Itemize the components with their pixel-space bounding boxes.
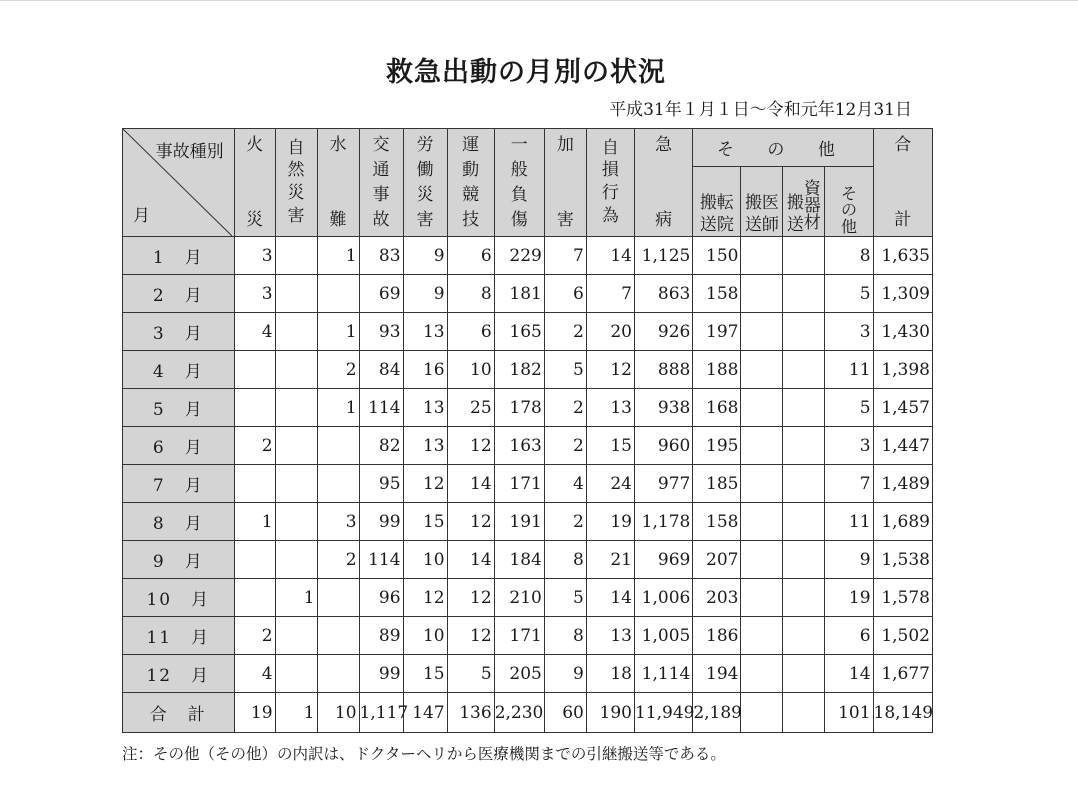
value-cell: 171 — [494, 617, 544, 655]
value-cell: 6 — [544, 275, 586, 313]
value-cell — [234, 579, 275, 617]
value-cell: 2,230 — [494, 693, 544, 733]
value-cell: 84 — [359, 351, 403, 389]
value-cell: 60 — [544, 693, 586, 733]
value-cell: 14 — [447, 541, 494, 579]
value-cell — [234, 541, 275, 579]
table-row — [123, 389, 933, 427]
value-cell: 190 — [586, 693, 634, 733]
value-cell — [783, 237, 825, 275]
value-cell: 186 — [693, 617, 741, 655]
value-cell — [783, 313, 825, 351]
value-cell: 15 — [403, 655, 447, 693]
value-cell: 3 — [317, 503, 359, 541]
value-cell — [783, 693, 825, 733]
value-cell: 2 — [544, 389, 586, 427]
value-cell: 8 — [825, 237, 873, 275]
value-cell: 178 — [494, 389, 544, 427]
value-cell: 1,635 — [873, 237, 932, 275]
table-body — [123, 237, 933, 733]
table-row — [123, 465, 933, 503]
value-cell: 4 — [544, 465, 586, 503]
value-cell: 938 — [634, 389, 692, 427]
value-cell — [317, 655, 359, 693]
value-cell: 14 — [447, 465, 494, 503]
value-cell: 89 — [359, 617, 403, 655]
value-cell: 1 — [317, 237, 359, 275]
value-cell — [317, 465, 359, 503]
value-cell: 4 — [234, 655, 275, 693]
value-cell — [783, 617, 825, 655]
value-cell — [234, 389, 275, 427]
value-cell: 11,949 — [634, 693, 692, 733]
value-cell — [783, 541, 825, 579]
value-cell: 21 — [586, 541, 634, 579]
table-row — [123, 541, 933, 579]
value-cell — [317, 579, 359, 617]
value-cell — [741, 541, 783, 579]
header-self-harm: 自 損 行 為 — [586, 129, 634, 237]
value-cell: 10 — [447, 351, 494, 389]
table-row — [123, 275, 933, 313]
value-cell: 1,398 — [873, 351, 932, 389]
table-row — [123, 237, 933, 275]
value-cell: 13 — [586, 617, 634, 655]
value-cell — [317, 275, 359, 313]
header-water: 水 難 — [317, 129, 359, 237]
value-cell: 195 — [693, 427, 741, 465]
value-cell: 16 — [403, 351, 447, 389]
value-cell: 12 — [447, 503, 494, 541]
value-cell: 19 — [825, 579, 873, 617]
value-cell: 1,457 — [873, 389, 932, 427]
value-cell: 1,538 — [873, 541, 932, 579]
value-cell: 69 — [359, 275, 403, 313]
value-cell: 182 — [494, 351, 544, 389]
value-cell — [741, 313, 783, 351]
value-cell: 101 — [825, 693, 873, 733]
header-illness: 急 病 — [634, 129, 692, 237]
value-cell: 6 — [447, 237, 494, 275]
month-cell: 11 月 — [123, 617, 235, 655]
value-cell: 19 — [234, 693, 275, 733]
value-cell: 114 — [359, 541, 403, 579]
value-cell: 8 — [544, 541, 586, 579]
value-cell: 926 — [634, 313, 692, 351]
value-cell: 165 — [494, 313, 544, 351]
value-cell — [234, 351, 275, 389]
value-cell — [275, 237, 317, 275]
value-cell: 13 — [586, 389, 634, 427]
value-cell — [741, 465, 783, 503]
value-cell: 977 — [634, 465, 692, 503]
value-cell — [783, 389, 825, 427]
value-cell: 6 — [447, 313, 494, 351]
value-cell: 1,117 — [359, 693, 403, 733]
header-natural-disaster: 自 然 災 害 — [275, 129, 317, 237]
value-cell — [317, 617, 359, 655]
value-cell: 171 — [494, 465, 544, 503]
value-cell: 1 — [317, 389, 359, 427]
value-cell — [741, 655, 783, 693]
value-cell — [741, 351, 783, 389]
value-cell: 93 — [359, 313, 403, 351]
value-cell — [275, 313, 317, 351]
value-cell: 14 — [586, 579, 634, 617]
value-cell: 1 — [275, 693, 317, 733]
value-cell — [783, 351, 825, 389]
value-cell: 2,189 — [693, 693, 741, 733]
value-cell: 8 — [447, 275, 494, 313]
value-cell: 7 — [825, 465, 873, 503]
value-cell: 1 — [275, 579, 317, 617]
value-cell: 13 — [403, 427, 447, 465]
value-cell — [275, 503, 317, 541]
table-row — [123, 351, 933, 389]
value-cell: 1,578 — [873, 579, 932, 617]
value-cell: 12 — [403, 465, 447, 503]
value-cell: 207 — [693, 541, 741, 579]
header-other-other: そ の 他 — [825, 166, 873, 236]
value-cell — [275, 465, 317, 503]
value-cell — [783, 655, 825, 693]
header-other-transfer: 搬転 送院 — [693, 166, 741, 236]
value-cell: 99 — [359, 503, 403, 541]
value-cell: 7 — [586, 275, 634, 313]
value-cell — [741, 617, 783, 655]
value-cell: 2 — [544, 427, 586, 465]
value-cell: 15 — [403, 503, 447, 541]
value-cell: 1,489 — [873, 465, 932, 503]
value-cell: 1,502 — [873, 617, 932, 655]
value-cell: 14 — [825, 655, 873, 693]
value-cell: 114 — [359, 389, 403, 427]
value-cell: 163 — [494, 427, 544, 465]
value-cell: 136 — [447, 693, 494, 733]
value-cell: 9 — [825, 541, 873, 579]
value-cell: 2 — [317, 541, 359, 579]
month-cell: 1 月 — [123, 237, 235, 275]
top-border — [0, 0, 1078, 1]
value-cell: 12 — [403, 579, 447, 617]
value-cell — [741, 579, 783, 617]
value-cell: 12 — [447, 617, 494, 655]
value-cell: 1,005 — [634, 617, 692, 655]
value-cell: 82 — [359, 427, 403, 465]
value-cell — [275, 351, 317, 389]
value-cell — [317, 427, 359, 465]
value-cell: 2 — [234, 617, 275, 655]
value-cell: 5 — [544, 579, 586, 617]
value-cell — [741, 503, 783, 541]
value-cell — [275, 617, 317, 655]
value-cell: 1 — [234, 503, 275, 541]
table-row — [123, 655, 933, 693]
value-cell: 158 — [693, 503, 741, 541]
value-cell — [783, 275, 825, 313]
value-cell: 5 — [544, 351, 586, 389]
value-cell: 3 — [234, 275, 275, 313]
header-corner — [123, 129, 235, 237]
value-cell: 3 — [825, 427, 873, 465]
value-cell — [275, 389, 317, 427]
month-cell: 9 月 — [123, 541, 235, 579]
value-cell: 1,006 — [634, 579, 692, 617]
value-cell: 1,689 — [873, 503, 932, 541]
value-cell — [275, 427, 317, 465]
table-row-total — [123, 693, 933, 733]
value-cell: 3 — [234, 237, 275, 275]
table-row — [123, 313, 933, 351]
value-cell: 863 — [634, 275, 692, 313]
value-cell: 10 — [403, 541, 447, 579]
value-cell: 1,125 — [634, 237, 692, 275]
header-fire: 火 災 — [234, 129, 275, 237]
value-cell: 9 — [403, 275, 447, 313]
value-cell: 197 — [693, 313, 741, 351]
header-traffic: 交 通 事 故 — [359, 129, 403, 237]
header-other-equipment: 搬 送 資 器 材 — [783, 166, 825, 236]
corner-bottom-label: 月 — [133, 206, 150, 226]
value-cell: 99 — [359, 655, 403, 693]
value-cell: 15 — [586, 427, 634, 465]
value-cell: 5 — [447, 655, 494, 693]
table-row — [123, 427, 933, 465]
value-cell: 1,114 — [634, 655, 692, 693]
value-cell — [741, 275, 783, 313]
value-cell: 9 — [544, 655, 586, 693]
value-cell: 203 — [693, 579, 741, 617]
value-cell: 185 — [693, 465, 741, 503]
value-cell: 150 — [693, 237, 741, 275]
value-cell: 1,447 — [873, 427, 932, 465]
month-cell: 7 月 — [123, 465, 235, 503]
value-cell: 4 — [234, 313, 275, 351]
value-cell: 10 — [403, 617, 447, 655]
header-assault: 加 害 — [544, 129, 586, 237]
value-cell — [783, 503, 825, 541]
value-cell — [783, 465, 825, 503]
value-cell: 191 — [494, 503, 544, 541]
value-cell: 2 — [544, 313, 586, 351]
value-cell: 12 — [447, 427, 494, 465]
table-row — [123, 617, 933, 655]
value-cell — [234, 465, 275, 503]
value-cell: 1,309 — [873, 275, 932, 313]
value-cell: 1,430 — [873, 313, 932, 351]
value-cell: 83 — [359, 237, 403, 275]
value-cell: 168 — [693, 389, 741, 427]
value-cell: 1,677 — [873, 655, 932, 693]
value-cell — [783, 427, 825, 465]
footnote: 注：その他（その他）の内訳は、ドクターヘリから医療機関までの引継搬送等である。 — [122, 745, 726, 763]
value-cell — [741, 427, 783, 465]
value-cell: 25 — [447, 389, 494, 427]
header-sports: 運 動 競 技 — [447, 129, 494, 237]
value-cell: 95 — [359, 465, 403, 503]
value-cell: 5 — [825, 389, 873, 427]
header-labor: 労 働 災 害 — [403, 129, 447, 237]
value-cell: 24 — [586, 465, 634, 503]
value-cell: 11 — [825, 503, 873, 541]
value-cell: 18 — [586, 655, 634, 693]
value-cell: 188 — [693, 351, 741, 389]
value-cell: 14 — [586, 237, 634, 275]
value-cell: 10 — [317, 693, 359, 733]
value-cell: 12 — [447, 579, 494, 617]
value-cell: 2 — [317, 351, 359, 389]
page-title: 救急出動の月別の状況 — [386, 57, 666, 88]
value-cell — [275, 655, 317, 693]
value-cell: 1,178 — [634, 503, 692, 541]
value-cell: 888 — [634, 351, 692, 389]
value-cell: 210 — [494, 579, 544, 617]
month-cell: 3 月 — [123, 313, 235, 351]
corner-top-label: 事故種別 — [155, 142, 224, 162]
value-cell — [275, 541, 317, 579]
value-cell: 13 — [403, 389, 447, 427]
value-cell: 158 — [693, 275, 741, 313]
value-cell: 2 — [234, 427, 275, 465]
month-cell: 合 計 — [123, 693, 235, 733]
month-cell: 2 月 — [123, 275, 235, 313]
value-cell: 194 — [693, 655, 741, 693]
month-cell: 4 月 — [123, 351, 235, 389]
value-cell: 3 — [825, 313, 873, 351]
value-cell: 229 — [494, 237, 544, 275]
value-cell: 2 — [544, 503, 586, 541]
value-cell: 11 — [825, 351, 873, 389]
monthly-dispatch-table — [122, 128, 933, 733]
value-cell: 13 — [403, 313, 447, 351]
value-cell: 7 — [544, 237, 586, 275]
table-row — [123, 579, 933, 617]
value-cell: 960 — [634, 427, 692, 465]
table-container — [122, 128, 933, 733]
value-cell: 1 — [317, 313, 359, 351]
month-cell: 5 月 — [123, 389, 235, 427]
value-cell — [741, 693, 783, 733]
value-cell: 205 — [494, 655, 544, 693]
table-row — [123, 503, 933, 541]
month-cell: 8 月 — [123, 503, 235, 541]
month-cell: 10 月 — [123, 579, 235, 617]
value-cell: 181 — [494, 275, 544, 313]
value-cell — [275, 275, 317, 313]
value-cell: 184 — [494, 541, 544, 579]
value-cell: 147 — [403, 693, 447, 733]
value-cell: 18,149 — [873, 693, 932, 733]
period-label: 平成31年１月１日～令和元年12月31日 — [609, 100, 912, 120]
header-other-doctor: 搬医 送師 — [741, 166, 783, 236]
value-cell: 6 — [825, 617, 873, 655]
header-other-group: そ の 他 — [693, 129, 873, 167]
value-cell: 12 — [586, 351, 634, 389]
value-cell — [783, 579, 825, 617]
value-cell: 9 — [403, 237, 447, 275]
value-cell: 8 — [544, 617, 586, 655]
month-cell: 6 月 — [123, 427, 235, 465]
value-cell: 5 — [825, 275, 873, 313]
header-general-injury: 一 般 負 傷 — [494, 129, 544, 237]
value-cell: 96 — [359, 579, 403, 617]
value-cell — [741, 389, 783, 427]
value-cell: 969 — [634, 541, 692, 579]
value-cell: 19 — [586, 503, 634, 541]
value-cell: 20 — [586, 313, 634, 351]
month-cell: 12 月 — [123, 655, 235, 693]
value-cell — [741, 237, 783, 275]
header-total: 合 計 — [873, 129, 932, 237]
